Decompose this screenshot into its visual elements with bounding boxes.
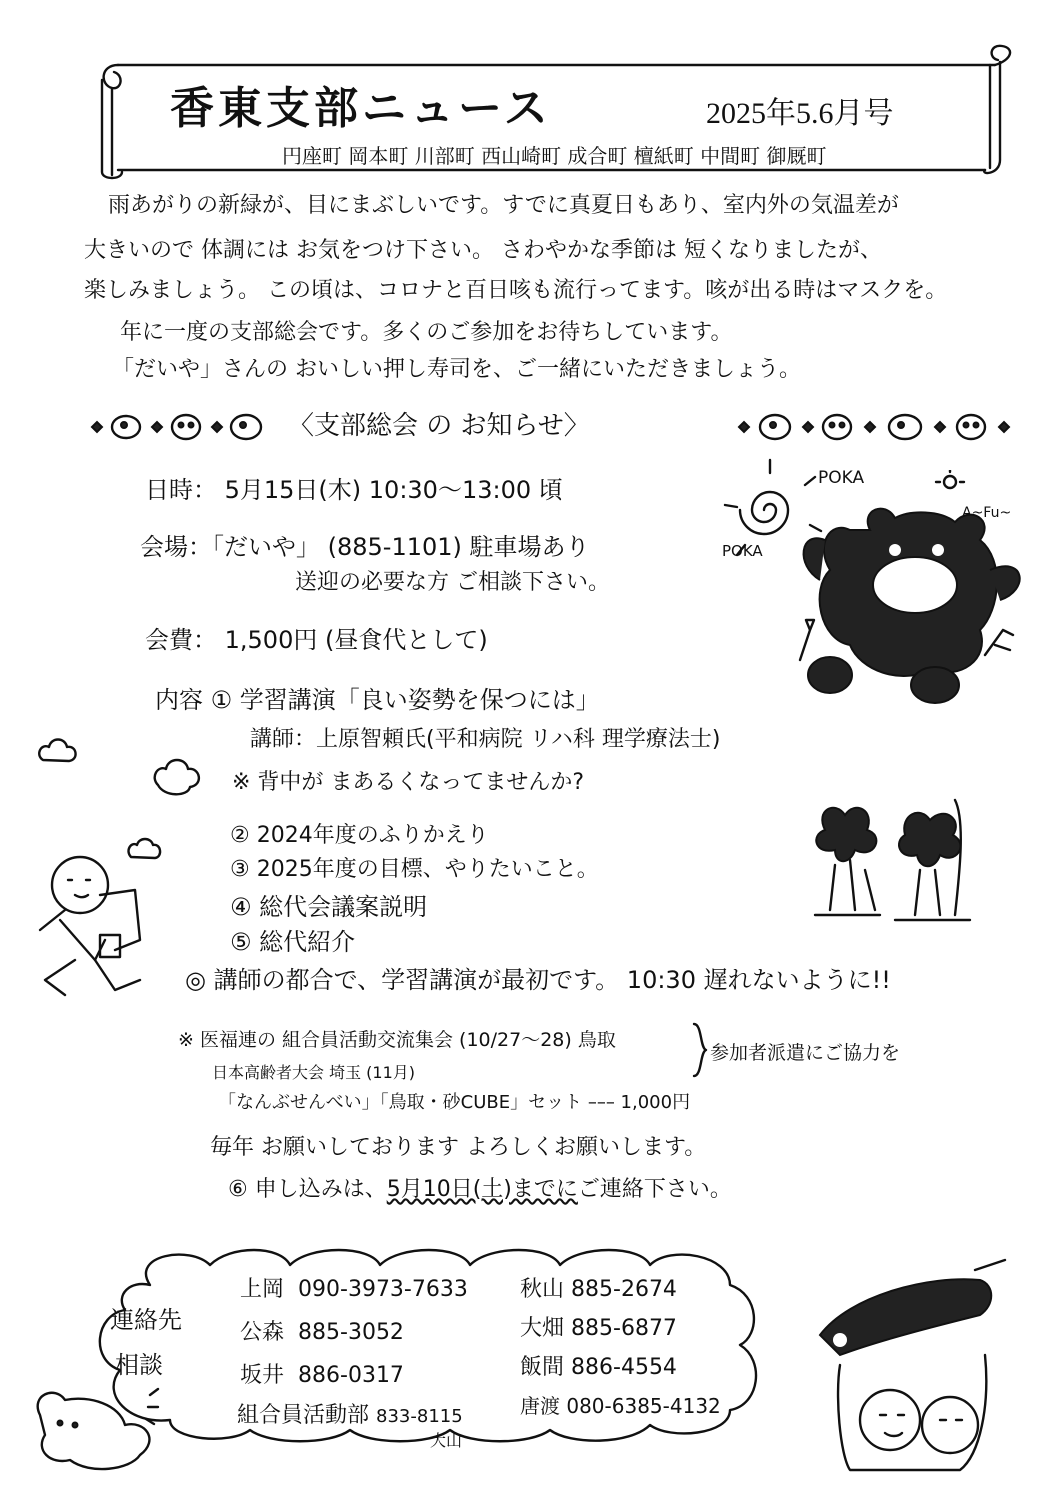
- intro-line-2: 大きいので 体調には お気をつけ下さい。 さわやかな季節は 短くなりましたが、: [84, 238, 882, 263]
- contact-name: 公森: [240, 1320, 285, 1345]
- poka-text-1: POKA: [818, 468, 865, 488]
- lecture-note: ※ 背中が まあるくなってませんか?: [232, 770, 585, 795]
- cloud-icon: [150, 755, 205, 800]
- content-item-3: ③ 2025年度の目標、やりたいこと。: [230, 857, 599, 882]
- dept-contact: [237, 1398, 463, 1429]
- meeting-date: 日時： 5月15日(木) 10:30～13:00 頃: [145, 476, 563, 504]
- cloud-icon: [35, 735, 80, 770]
- carp-streamer-icon: [780, 1255, 1020, 1485]
- dept-person: 大山: [430, 1431, 463, 1450]
- contact-name: 飯間: [520, 1355, 565, 1380]
- content-item-5: ⑤ 総代紹介: [230, 928, 356, 956]
- contact-phone[interactable]: 885-3052: [298, 1320, 404, 1345]
- consult-label: 相談: [115, 1351, 163, 1379]
- contact-left-2: [240, 1315, 404, 1346]
- annual-request: 毎年 お願いしております よろしくお願いします。: [210, 1135, 707, 1160]
- dept-phone[interactable]: 833-8115: [376, 1406, 463, 1427]
- bracket-icon: [690, 1020, 710, 1080]
- iris-flowers-icon: [805, 790, 975, 930]
- deadline-date: 5月10日(土)までに: [386, 1177, 578, 1202]
- sale-item: 「なんぶせんべい」「鳥取・砂CUBE」セット ––– 1,000円: [218, 1092, 691, 1113]
- contact-right-4: [520, 1390, 721, 1419]
- deadline-line: [228, 1172, 732, 1203]
- contact-left-1: [240, 1272, 468, 1303]
- fish-ornament-icon: [735, 405, 1025, 455]
- contact-right-3: [520, 1350, 677, 1381]
- venue-note: 送迎の必要な方 ご相談下さい。: [295, 570, 610, 595]
- bear-icon: [790, 470, 1040, 720]
- deadline-prefix: ⑥ 申し込みは、: [228, 1177, 387, 1202]
- notice-heading: 〈支部総会 の お知らせ〉: [288, 411, 590, 441]
- newsletter-title: 香東支部ニュース: [170, 83, 552, 134]
- sigh-text: A~Fu~: [962, 505, 1012, 521]
- contact-name: 秋山: [520, 1277, 565, 1302]
- intro-line-3: 楽しみましょう。 この頃は、コロナと百日咳も流行ってます。咳が出る時はマスクを。: [84, 278, 948, 303]
- town-list: 円座町 岡本町 川部町 西山崎町 成合町 檀紙町 中間町 御厩町: [282, 144, 827, 168]
- caution-note: ◎ 講師の都合で、学習講演が最初です。 10:30 遅れないように!!: [185, 966, 891, 994]
- contact-phone[interactable]: 886-4554: [571, 1355, 677, 1380]
- event-line-2: 日本高齢者大会 埼玉 (11月): [212, 1063, 416, 1082]
- contact-phone[interactable]: 885-2674: [571, 1277, 677, 1302]
- lecturer: 講師：上原智頼氏(平和病院 リハ科 理学療法士): [250, 727, 721, 752]
- contact-phone[interactable]: 080-6385-4132: [566, 1394, 721, 1418]
- meeting-venue: 会場：「だいや」 (885-1101) 駐車場あり: [140, 533, 590, 561]
- intro-line-1: 雨あがりの新緑が、目にまぶしいです。すでに真夏日もあり、室内外の気温差が: [108, 193, 899, 218]
- contact-phone[interactable]: 886-0317: [298, 1363, 404, 1388]
- contact-left-3: [240, 1358, 404, 1389]
- dept-name: 組合員活動部: [237, 1403, 370, 1428]
- contact-label: 連絡先: [110, 1306, 182, 1334]
- contact-name: 唐渡: [520, 1394, 560, 1418]
- poka-text-2: POKA: [722, 542, 763, 560]
- contact-phone[interactable]: 885-6877: [571, 1316, 677, 1341]
- content-item-1: 内容 ① 学習講演「良い姿勢を保つには」: [155, 686, 600, 714]
- contact-phone[interactable]: 090-3973-7633: [298, 1277, 468, 1302]
- contact-name: 上岡: [240, 1277, 285, 1302]
- event-line-1: ※ 医福連の 組合員活動交流集会 (10/27～28) 鳥取: [178, 1029, 616, 1051]
- deadline-suffix: ご連絡下さい。: [577, 1177, 732, 1202]
- content-item-2: ② 2024年度のふりかえり: [230, 823, 489, 848]
- meeting-fee: 会費： 1,500円 (昼食代として): [145, 626, 488, 654]
- contact-name: 大畑: [520, 1316, 565, 1341]
- issue-date: 2025年5.6月号: [706, 97, 894, 130]
- contact-name: 坂井: [240, 1363, 285, 1388]
- content-item-4: ④ 総代会議案説明: [230, 893, 428, 921]
- hiker-icon: [20, 850, 170, 1010]
- contact-right-1: [520, 1272, 677, 1303]
- intro-line-5: 「だいや」さんの おいしい押し寿司を、ご一緒にいただきましょう。: [112, 357, 801, 382]
- dog-icon: [30, 1375, 170, 1485]
- fish-ornament-icon: [88, 405, 288, 455]
- intro-line-4: 年に一度の支部総会です。多くのご参加をお待ちしています。: [120, 320, 733, 345]
- dispatch-request: 参加者派遣にご協力を: [710, 1042, 901, 1064]
- contact-right-2: [520, 1311, 677, 1342]
